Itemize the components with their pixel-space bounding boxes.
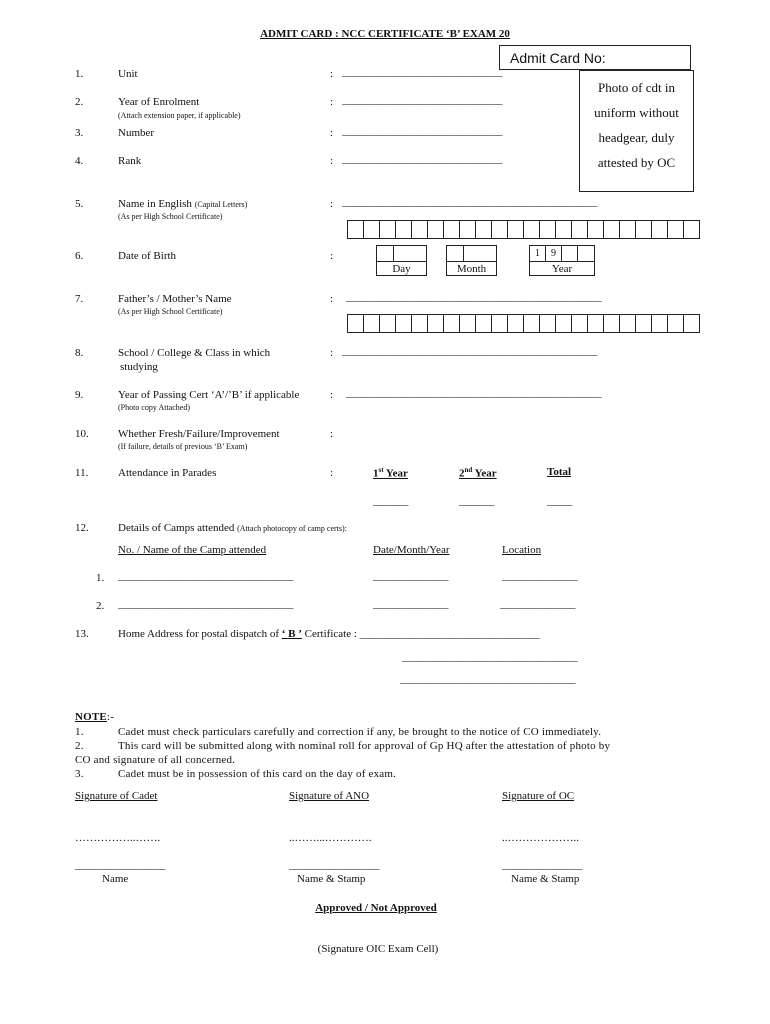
camp-header-date: Date/Month/Year (373, 544, 450, 556)
photo-line-3: headgear, duly (598, 130, 675, 145)
letter-cell[interactable] (443, 220, 460, 239)
rank-input[interactable]: ________________________________ (342, 153, 502, 165)
field-number: 13. (75, 628, 89, 640)
first-year-text: Year (383, 467, 408, 480)
note-title-tail: :- (106, 711, 115, 723)
letter-cell[interactable] (603, 220, 620, 239)
letter-cell[interactable] (683, 314, 700, 333)
letter-cell[interactable] (395, 220, 412, 239)
letter-cell[interactable] (651, 220, 668, 239)
sig-cadet-heading: Signature of Cadet (75, 790, 158, 802)
page-title: ADMIT CARD : NCC CERTIFICATE ‘B’ EXAM 20 (260, 28, 510, 40)
letter-cell[interactable] (347, 220, 364, 239)
sig-ano-caption: Name & Stamp (297, 873, 366, 885)
first-year-num: 1 (373, 467, 379, 480)
second-year-text: Year (472, 467, 497, 480)
field-number: 9. (75, 389, 84, 401)
sig-oc-name-line[interactable]: ________________ (502, 859, 582, 871)
camp-2-location-input[interactable]: _______________ (500, 598, 575, 610)
letter-cell[interactable] (555, 314, 572, 333)
letter-cell[interactable] (683, 220, 700, 239)
parent-letter-grid[interactable] (347, 314, 699, 333)
letter-cell[interactable] (459, 314, 476, 333)
field-sub: (Attach extension paper, if applicable) (118, 111, 241, 120)
dob-year-prefix-1: 1 (530, 246, 546, 262)
letter-cell[interactable] (379, 314, 396, 333)
field-label-passing: Year of Passing Cert ‘A’/’B’ if applicable (118, 389, 300, 401)
letter-cell[interactable] (443, 314, 460, 333)
photo-line-1: Photo of cdt in (598, 80, 675, 95)
field-number: 3. (75, 127, 84, 139)
field-sub: (Photo copy Attached) (118, 403, 190, 412)
attendance-total: Total (547, 466, 572, 478)
field-label-school-2: studying (120, 361, 158, 373)
colon: : (330, 155, 334, 167)
letter-cell[interactable] (635, 220, 652, 239)
school-input[interactable]: ___________________________________________________ (342, 345, 597, 357)
camp-1-location-input[interactable]: _______________ (502, 570, 577, 582)
letter-cell[interactable] (523, 314, 540, 333)
sig-ano-dots[interactable]: ..……...…………. (289, 832, 372, 844)
letter-cell[interactable] (571, 314, 588, 333)
field-label-fresh: Whether Fresh/Failure/Improvement (118, 428, 280, 440)
letter-cell[interactable] (491, 314, 508, 333)
letter-cell[interactable] (347, 314, 364, 333)
colon: : (330, 127, 334, 139)
field-number: 11. (75, 467, 89, 479)
field-number: 1. (75, 68, 84, 80)
letter-cell[interactable] (507, 220, 524, 239)
camp-header-location: Location (502, 544, 542, 556)
photo-box (579, 70, 694, 192)
note-text: Cadet must check particulars carefully and correction if any, be brought to the notice of CO immediately. (118, 726, 602, 738)
letter-cell[interactable] (571, 220, 588, 239)
letter-cell[interactable] (459, 220, 476, 239)
dob-day-cell-2[interactable] (394, 246, 411, 262)
oic-signature: (Signature OIC Exam Cell) (317, 943, 439, 955)
first-year-sup: st (378, 466, 384, 474)
letter-cell[interactable] (363, 314, 380, 333)
name-label: Name in English (118, 198, 192, 210)
field-label-address (118, 628, 540, 640)
field-number: 8. (75, 347, 84, 359)
address-label: Home Address for postal dispatch of (118, 628, 279, 640)
camp-1-date-input[interactable]: _______________ (373, 570, 448, 582)
passing-input[interactable]: ___________________________________________________ (346, 387, 601, 399)
colon: : (330, 389, 334, 401)
dob-month-caption: Month (447, 261, 496, 276)
note-text: Cadet must be in possession of this card on the day of exam. (118, 768, 397, 780)
letter-cell[interactable] (619, 220, 636, 239)
second-year-sup: nd (464, 466, 473, 474)
field-number: 4. (75, 155, 84, 167)
camps-label: Details of Camps attended (118, 522, 235, 534)
field-label-parent: Father’s / Mother’s Name (118, 293, 232, 305)
field-sub: (As per High School Certificate) (118, 307, 223, 316)
dob-year-prefix-2: 9 (546, 246, 562, 262)
colon: : (330, 68, 334, 80)
letter-cell[interactable] (523, 220, 540, 239)
letter-cell[interactable] (539, 220, 556, 239)
first-year-input[interactable]: _______ (373, 495, 408, 507)
attendance-first-year (373, 466, 408, 480)
note-text: This card will be submitted along with nominal roll for approval of Gp HQ after the attestation of photo by (118, 740, 611, 752)
enrolment-input[interactable]: ________________________________ (342, 94, 502, 106)
dob-year-cell-3[interactable] (562, 246, 578, 262)
sig-oc-dots[interactable]: ..……………….. (502, 832, 579, 844)
sig-oc-heading: Signature of OC (502, 790, 575, 802)
field-label-unit: Unit (118, 68, 138, 80)
colon: : (330, 293, 334, 305)
letter-cell[interactable] (667, 220, 684, 239)
letter-cell[interactable] (539, 314, 556, 333)
letter-cell[interactable] (651, 314, 668, 333)
name-letter-grid[interactable] (347, 220, 699, 239)
field-label-camps (118, 522, 347, 534)
letter-cell[interactable] (427, 314, 444, 333)
field-label-attendance: Attendance in Parades (118, 467, 217, 479)
note-text: CO and signature of all concerned. (75, 754, 236, 766)
dob-day-box[interactable] (376, 245, 427, 276)
letter-cell[interactable] (587, 220, 604, 239)
field-label-name (118, 198, 247, 210)
address-line-2[interactable]: ___________________________________ (402, 651, 577, 663)
number-input[interactable]: ________________________________ (342, 125, 502, 137)
letter-cell[interactable] (411, 220, 428, 239)
letter-cell[interactable] (395, 314, 412, 333)
letter-cell[interactable] (667, 314, 684, 333)
note-num: 1. (75, 726, 84, 738)
field-number: 7. (75, 293, 84, 305)
letter-cell[interactable] (555, 220, 572, 239)
sig-ano-name-line[interactable]: __________________ (289, 859, 379, 871)
camps-label-small: (Attach photocopy of camp certs): (237, 524, 347, 533)
colon: : (330, 96, 334, 108)
letter-cell[interactable] (587, 314, 604, 333)
attendance-second-year (459, 466, 497, 480)
dob-day-cell-1[interactable] (377, 246, 394, 262)
name-line[interactable]: ___________________________________________________ (342, 196, 597, 208)
letter-cell[interactable] (411, 314, 428, 333)
colon: : (330, 428, 334, 440)
field-number: 2. (75, 96, 84, 108)
field-label-enrolment: Year of Enrolment (118, 96, 200, 108)
second-year-input[interactable]: _______ (459, 495, 494, 507)
camp-2-name-input[interactable]: ___________________________________ (118, 598, 293, 610)
address-tail: Certificate : (301, 628, 360, 640)
letter-cell[interactable] (619, 314, 636, 333)
colon: : (330, 250, 334, 262)
dob-year-caption: Year (530, 261, 594, 276)
field-sub: (As per High School Certificate) (118, 212, 223, 221)
letter-cell[interactable] (603, 314, 620, 333)
dob-year-cell-4[interactable] (578, 246, 594, 262)
camp-1-name-input[interactable]: ___________________________________ (118, 570, 293, 582)
approved-label: Approved / Not Approved (315, 902, 437, 914)
letter-cell[interactable] (491, 220, 508, 239)
letter-cell[interactable] (475, 220, 492, 239)
field-label-number: Number (118, 127, 155, 139)
photo-line-2: uniform without (594, 105, 679, 120)
colon: : (330, 467, 334, 479)
unit-input[interactable]: ________________________________ (342, 66, 502, 78)
letter-cell[interactable] (427, 220, 444, 239)
field-label-school: School / College & Class in which (118, 347, 271, 359)
note-num: 3. (75, 768, 84, 780)
letter-cell[interactable] (635, 314, 652, 333)
field-number: 6. (75, 250, 84, 262)
field-label-dob: Date of Birth (118, 250, 177, 262)
camp-2-date-input[interactable]: _______________ (373, 598, 448, 610)
letter-cell[interactable] (363, 220, 380, 239)
camp-header-name: No. / Name of the Camp attended (118, 544, 267, 556)
name-label-small: (Capital Letters) (194, 200, 248, 209)
parent-line[interactable]: ___________________________________________________ (346, 291, 601, 303)
sig-cadet-caption: Name (102, 873, 129, 885)
field-number: 12. (75, 522, 89, 534)
camp-row-num: 1. (96, 572, 105, 584)
admit-card-no-box[interactable]: Admit Card No: (499, 45, 691, 70)
second-year-num: 2 (459, 467, 465, 480)
address-line-3[interactable]: ___________________________________ (400, 673, 575, 685)
colon: : (330, 347, 334, 359)
note-title: NOTE (75, 711, 107, 723)
dob-day-caption: Day (377, 261, 426, 276)
dob-month-box[interactable] (446, 245, 497, 276)
field-label-rank: Rank (118, 155, 142, 167)
field-sub: (If failure, details of previous ‘B’ Exam) (118, 442, 248, 451)
note-heading (75, 711, 114, 723)
dob-month-cell-1[interactable] (447, 246, 464, 262)
total-input[interactable]: _____ (547, 495, 572, 507)
letter-cell[interactable] (507, 314, 524, 333)
dob-year-box[interactable] (529, 245, 595, 276)
letter-cell[interactable] (379, 220, 396, 239)
note-num: 2. (75, 740, 84, 752)
sig-cadet-name-line[interactable]: __________________ (75, 859, 165, 871)
dob-month-cell-2[interactable] (464, 246, 481, 262)
letter-cell[interactable] (475, 314, 492, 333)
photo-line-4: attested by OC (597, 155, 676, 170)
colon: : (330, 198, 334, 210)
address-cert: ‘ B ’ (281, 628, 302, 640)
sig-ano-heading: Signature of ANO (289, 790, 370, 802)
sig-oc-caption: Name & Stamp (511, 873, 580, 885)
address-line-1[interactable]: ____________________________________ (359, 628, 540, 640)
field-number: 10. (75, 428, 89, 440)
field-number: 5. (75, 198, 84, 210)
sig-cadet-dots[interactable]: ……………..……. (75, 832, 161, 844)
camp-row-num: 2. (96, 600, 105, 612)
